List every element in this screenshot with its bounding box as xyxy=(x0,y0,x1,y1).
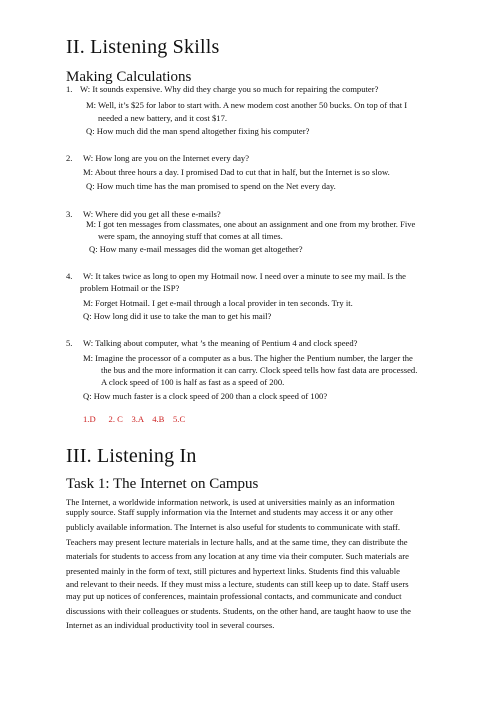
item-number: 4. xyxy=(66,271,73,281)
question: Q: How many e-mail messages did the woman get altogether? xyxy=(89,244,303,254)
section-heading-listening-skills: II. Listening Skills xyxy=(66,36,220,58)
question: Q: How much faster is a clock speed of 200 than a clock speed of 100? xyxy=(83,391,328,401)
dialogue-man-continued: A clock speed of 100 is half as fast as a speed of 200. xyxy=(101,377,285,387)
question: Q: How much did the man spend altogether fixing his computer? xyxy=(86,126,310,136)
section-heading-listening-in: III. Listening In xyxy=(66,445,197,467)
item-number: 5. xyxy=(66,338,73,348)
dialogue-man: M: Well, it’s $25 for labor to start with. A new modem cost another 50 bucks. On top of that I xyxy=(86,100,408,110)
dialogue-woman: W: Where did you get all these e-mails? xyxy=(83,209,221,219)
dialogue-woman: W: It sounds expensive. Why did they charge you so much for repairing the computer? xyxy=(80,84,379,94)
dialogue-man: M: About three hours a day. I promised Dad to cut that in half, but the Internet is so slow. xyxy=(83,167,390,177)
paragraph-line: The Internet, a worldwide information network, is used at universities mainly as an information xyxy=(66,497,395,507)
paragraph-line: and relevant to their needs. If they must miss a lecture, students can still keep up to date. Staff users xyxy=(66,578,409,589)
paragraph-line: supply source. Staff supply information via the Internet and students may access it or any other xyxy=(66,506,393,517)
paragraph-line: materials for students to access from any location at any time via their computer. Such materials are xyxy=(66,551,409,562)
paragraph-line: Teachers may present lecture materials in lecture halls, and at the same time, they can distribute the xyxy=(66,536,408,547)
dialogue-man-continued: the bus and the more information it can carry. Clock speed tells how fast data are processed. xyxy=(101,365,418,375)
paragraph-line: discussions with their colleagues or students. Students, on the other hand, are taught haow to use the xyxy=(66,605,411,616)
dialogue-man-continued: needed a new battery, and it cost $17. xyxy=(98,113,228,123)
paragraph-line: publicly available information. The Internet is also useful for students to communicate with staff. xyxy=(66,522,401,533)
paragraph-line: Internet as an individual productivity tool in several courses. xyxy=(66,620,275,631)
task-title: Task 1: The Internet on Campus xyxy=(66,476,259,492)
dialogue-woman: W: It takes twice as long to open my Hotmail now. I need over a minute to see my mail. Is the xyxy=(83,271,406,281)
item-number: 1. xyxy=(66,84,73,94)
dialogue-woman: W: How long are you on the Internet every day? xyxy=(83,153,250,163)
dialogue-man: M: Imagine the processor of a computer as a bus. The higher the Pentium number, the larger the xyxy=(83,353,413,363)
item-number: 2. xyxy=(66,153,73,163)
paragraph-line: presented mainly in the form of text, still pictures and hypertext links. Students find this valuable xyxy=(66,565,400,576)
item-number: 3. xyxy=(66,209,73,219)
task-paragraph xyxy=(66,496,440,632)
dialogue-woman: W: Talking about computer, what ’s the meaning of Pentium 4 and clock speed? xyxy=(83,338,358,348)
dialogue-man: M: Forget Hotmail. I get e-mail through a local provider in ten seconds. Try it. xyxy=(83,298,353,308)
question: Q: How much time has the man promised to spend on the Net every day. xyxy=(86,181,336,191)
question: Q: How long did it use to take the man to get his mail? xyxy=(83,311,272,321)
dialogue-man-continued: were spam, the annoying stuff that comes at all times. xyxy=(98,231,283,241)
dialogue-woman-continued: problem Hotmail or the ISP? xyxy=(80,283,180,293)
dialogue-man: M: I got ten messages from classmates, one about an assignment and one from my brother. Five xyxy=(86,219,416,229)
subheading-making-calculations: Making Calculations xyxy=(66,69,192,85)
paragraph-line: may put up notices of conferences, maintain professional contacts, and communicate and conduct xyxy=(66,591,402,602)
answer-key: 1.D 2. C 3.A 4.B 5.C xyxy=(83,414,186,424)
